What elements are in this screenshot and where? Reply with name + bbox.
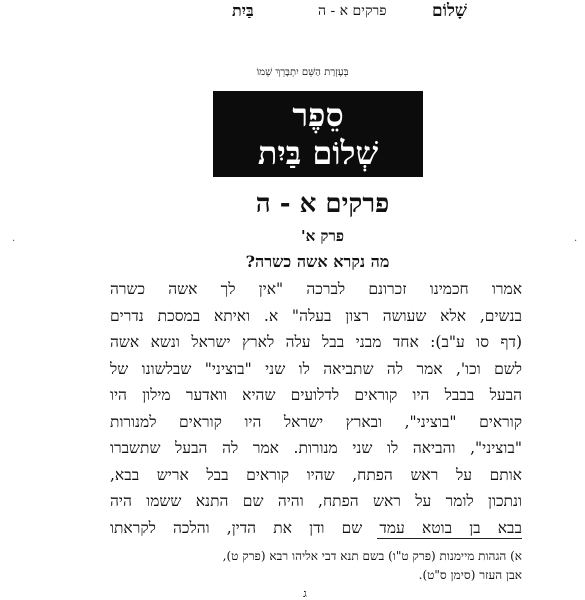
body-line: ונתכון לומר על ראש הפתח, והיה שם התנא ששמו היה <box>110 492 522 510</box>
body-text <box>110 276 522 541</box>
book-title-box <box>213 91 423 177</box>
page-number: ג <box>303 587 307 600</box>
chapters-heading: פרקים א - ה <box>255 189 390 219</box>
body-line: קוראים "בוציני", ובארץ ישראל היו קוראים למנורות <box>110 412 522 431</box>
dedication-line: בְּעֶזְרַת הַשֵּׁם יִתְבָּרֵךְ שְׁמוֹ <box>256 67 349 78</box>
running-header-right: שָׁלוֹם <box>432 1 467 21</box>
footnote-line: אבן העזר (סימן ס"ט). <box>418 568 522 582</box>
body-line: בנשים, אלא שעושה רצון בעלה" א. ואיתא במסכת נדרים <box>110 306 522 325</box>
body-line: "בוציני", והביאה לו שני מנורות. אמר לה הבעל שתשברו <box>110 439 522 457</box>
section-question: מה נקרא אשה כשרה? <box>245 252 390 271</box>
running-header <box>0 0 585 22</box>
body-line: בבא בן בוטא עמד שם ודן את הדין, והלכה לקראתו <box>110 518 522 537</box>
footnote-line: א) הגהות מיימנות (פרק ט"ו) בשם תנא דבי אליהו רבא (פרק ט), <box>222 549 522 563</box>
running-header-middle: פרקים א - ה <box>318 3 387 19</box>
margin-tick-left: · <box>12 236 16 247</box>
footnotes <box>150 547 522 585</box>
book-title-line-2: שְׁלוֹם בַּיִת <box>257 134 379 172</box>
margin-tick-right: · <box>574 236 578 247</box>
chapter-label: פרק א' <box>300 227 344 245</box>
footnote-separator <box>377 538 522 539</box>
body-line: (דף סו ע"ב): אחד מבני בבל עלה לארץ ישראל ונשא אשה <box>110 333 522 351</box>
body-line: אמרו חכמינו זכרונם לברכה "אין לך אשה כשרה <box>110 280 522 298</box>
body-line: אותם על ראש הפתח, שהיו קוראים בבל אריש בבא, <box>110 465 522 484</box>
body-line: הבעל בבבל היו קוראים לדלועים שהיא וואדער מילון היו <box>110 386 522 404</box>
book-title-line-1: סֵפֶר <box>292 96 344 134</box>
body-line: לשם וכו', אמר לה שתביאה לו שני "בוציני" שבלשונו של <box>110 359 522 378</box>
running-header-left: בַּיִת <box>232 1 254 20</box>
